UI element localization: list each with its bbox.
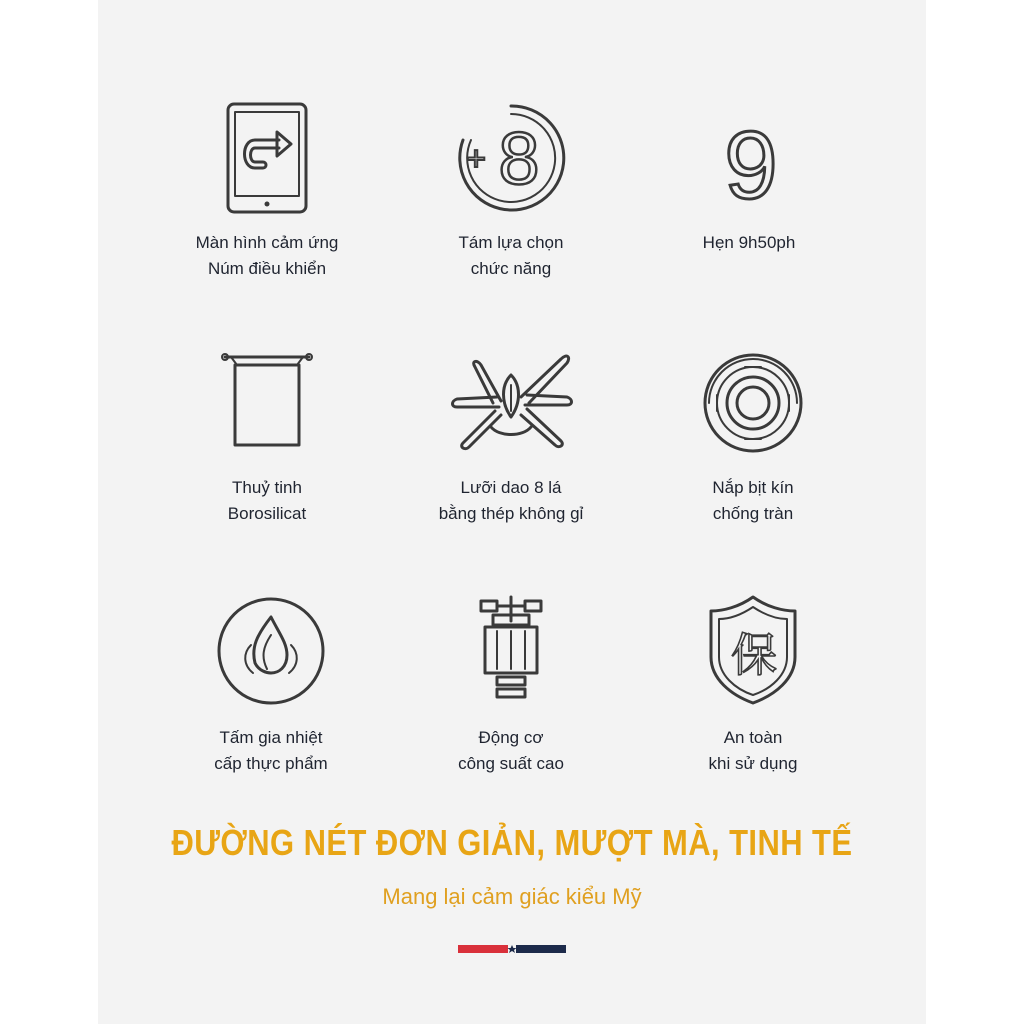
nine-glyph: 9 xyxy=(724,112,778,219)
feature-lid xyxy=(633,345,873,527)
feature-label: Màn hình cảm ứng Núm điều khiển xyxy=(195,233,339,278)
feature-label: Thuỷ tinh Borosilicat xyxy=(227,478,307,523)
feature-safety xyxy=(633,595,873,777)
feature-eight-functions xyxy=(391,100,631,282)
eight-glyph: 8 xyxy=(498,117,540,200)
subline: Mang lại cảm giác kiểu Mỹ xyxy=(382,884,642,909)
feature-label: Hẹn 9h50ph xyxy=(702,233,796,252)
nine-icon xyxy=(679,100,819,220)
feature-label: Tấm gia nhiệt cấp thực phẩm xyxy=(214,728,328,773)
plus-eight-icon xyxy=(441,100,581,220)
feature-glass xyxy=(147,345,387,527)
safety-shield-icon xyxy=(683,595,823,715)
sealed-lid-icon xyxy=(683,345,823,465)
feature-blade xyxy=(391,345,631,527)
feature-label: Tám lựa chọn chức năng xyxy=(458,233,564,278)
plus-glyph: + xyxy=(466,140,486,178)
flame-icon xyxy=(201,595,341,715)
touchscreen-icon xyxy=(197,100,337,220)
feature-heating xyxy=(151,595,391,777)
feature-touchscreen xyxy=(147,100,387,282)
headline: ĐƯỜNG NÉT ĐƠN GIẢN, MƯỢT MÀ, TINH TẾ xyxy=(171,822,853,863)
feature-label: Động cơ công suất cao xyxy=(458,728,564,773)
star-icon xyxy=(508,945,517,953)
motor-icon xyxy=(441,595,581,715)
bao-glyph: 保 xyxy=(731,628,777,682)
feature-label: Nắp bịt kín chống tràn xyxy=(712,478,794,523)
feature-label: Lưỡi dao 8 lá bằng thép không gỉ xyxy=(438,478,584,523)
flag-stripe xyxy=(458,945,566,953)
feature-label: An toàn khi sử dụng xyxy=(708,728,798,773)
glass-jar-icon xyxy=(197,345,337,465)
feature-motor xyxy=(391,595,631,777)
feature-timer xyxy=(629,100,869,256)
blade-icon xyxy=(441,345,581,465)
